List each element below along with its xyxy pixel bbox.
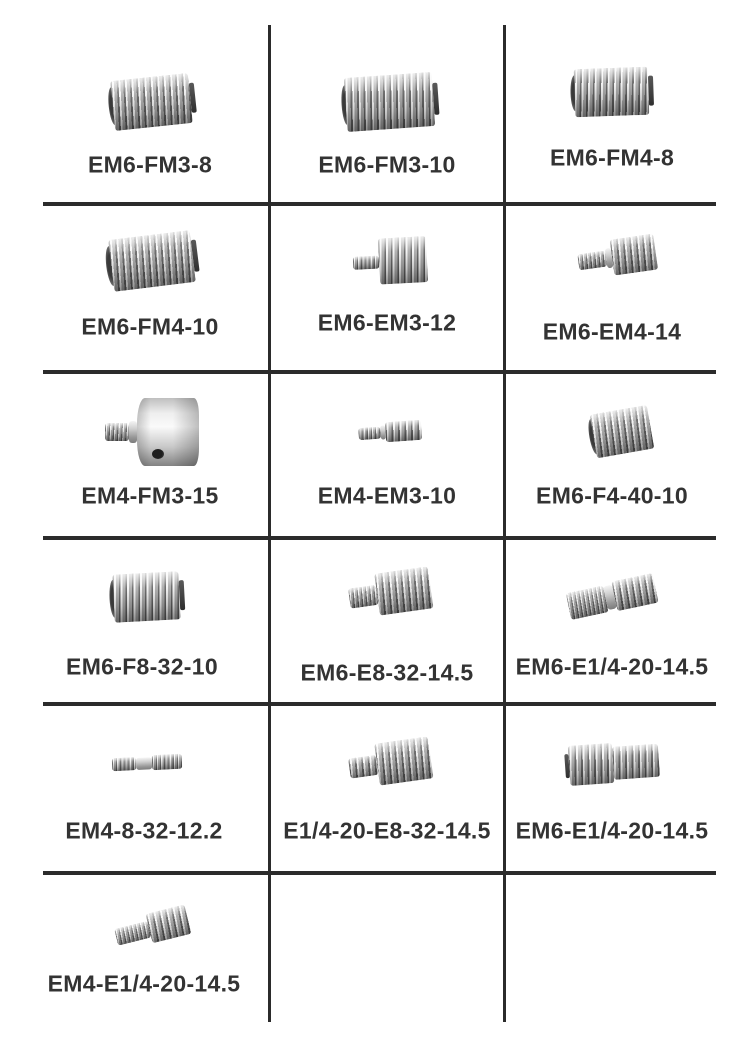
product-label: EM6-E8-32-14.5 (300, 659, 474, 686)
product-photo (112, 904, 191, 951)
smooth-collar-segment (136, 757, 153, 770)
coarse-thread-segment (374, 736, 433, 785)
product-label: EM6-EM3-12 (317, 309, 457, 336)
grid-divider-horizontal (43, 202, 716, 206)
driver-slot-mark (648, 76, 654, 106)
fine-thread-segment (566, 585, 609, 619)
coarse-thread-segment (348, 755, 379, 779)
fine-thread-segment (348, 585, 379, 609)
coarse-thread-segment (590, 405, 655, 458)
product-label: EM4-E1/4-20-14.5 (47, 970, 241, 997)
fine-thread-segment (358, 427, 381, 441)
product-photo (106, 73, 198, 132)
product-photo (103, 230, 201, 293)
product-photo (570, 67, 655, 118)
coarse-thread-segment (611, 573, 658, 611)
product-label: EM6-FM3-8 (87, 151, 213, 178)
coarse-thread-segment (568, 743, 615, 786)
product-photo (340, 72, 441, 133)
coarse-thread-segment (110, 73, 193, 131)
grid-divider-horizontal (43, 536, 716, 540)
coarse-thread-segment (378, 236, 428, 284)
smooth-collar-segment (129, 421, 137, 443)
coarse-thread-segment (112, 571, 180, 622)
coarse-thread-segment (344, 72, 436, 132)
product-label: EM6-F8-32-10 (66, 653, 218, 680)
product-photo (576, 234, 658, 281)
side-mount-hole (152, 449, 164, 459)
product-photo (346, 566, 433, 619)
coarse-thread-segment (610, 234, 659, 276)
product-photo (112, 754, 183, 773)
product-label: EM6-E1/4-20-14.5 (515, 653, 709, 680)
barrel-body-segment (137, 398, 199, 466)
coarse-thread-segment (108, 230, 196, 292)
grid-divider-horizontal (43, 702, 716, 706)
product-photo (105, 398, 199, 466)
driver-slot-mark (179, 580, 186, 610)
fine-thread-segment (152, 754, 183, 771)
product-label: EM6-FM4-10 (81, 313, 219, 340)
product-photo (108, 571, 185, 623)
product-label: EM6-E1/4-20-14.5 (515, 817, 709, 844)
product-photo (564, 740, 661, 786)
coarse-thread-segment (374, 566, 433, 615)
grid-divider-horizontal (43, 370, 716, 374)
grid-divider-horizontal (43, 871, 716, 875)
product-label: EM6-EM4-14 (542, 318, 682, 345)
fine-thread-segment (112, 757, 137, 771)
fine-thread-segment (105, 423, 129, 441)
product-label: E1/4-20-E8-32-14.5 (283, 817, 491, 844)
product-photo (565, 573, 658, 621)
fine-thread-segment (577, 251, 607, 271)
coarse-thread-segment (574, 67, 650, 118)
fine-thread-segment (353, 255, 380, 269)
product-label: EM6-F4-40-10 (536, 482, 688, 509)
product-photo (346, 736, 433, 789)
product-label: EM4-EM3-10 (317, 482, 457, 509)
product-label: EM4-8-32-12.2 (65, 817, 223, 844)
product-photo (358, 420, 422, 444)
product-label: EM6-FM3-10 (318, 151, 456, 178)
product-photo (586, 405, 655, 459)
fine-thread-segment (114, 920, 151, 945)
coarse-thread-segment (145, 904, 191, 943)
coarse-thread-segment (612, 743, 660, 779)
product-label: EM4-FM3-15 (81, 482, 219, 509)
product-photo (352, 236, 428, 286)
driver-slot-mark (432, 83, 439, 115)
product-label: EM6-FM4-8 (549, 144, 675, 171)
coarse-thread-segment (385, 420, 422, 442)
